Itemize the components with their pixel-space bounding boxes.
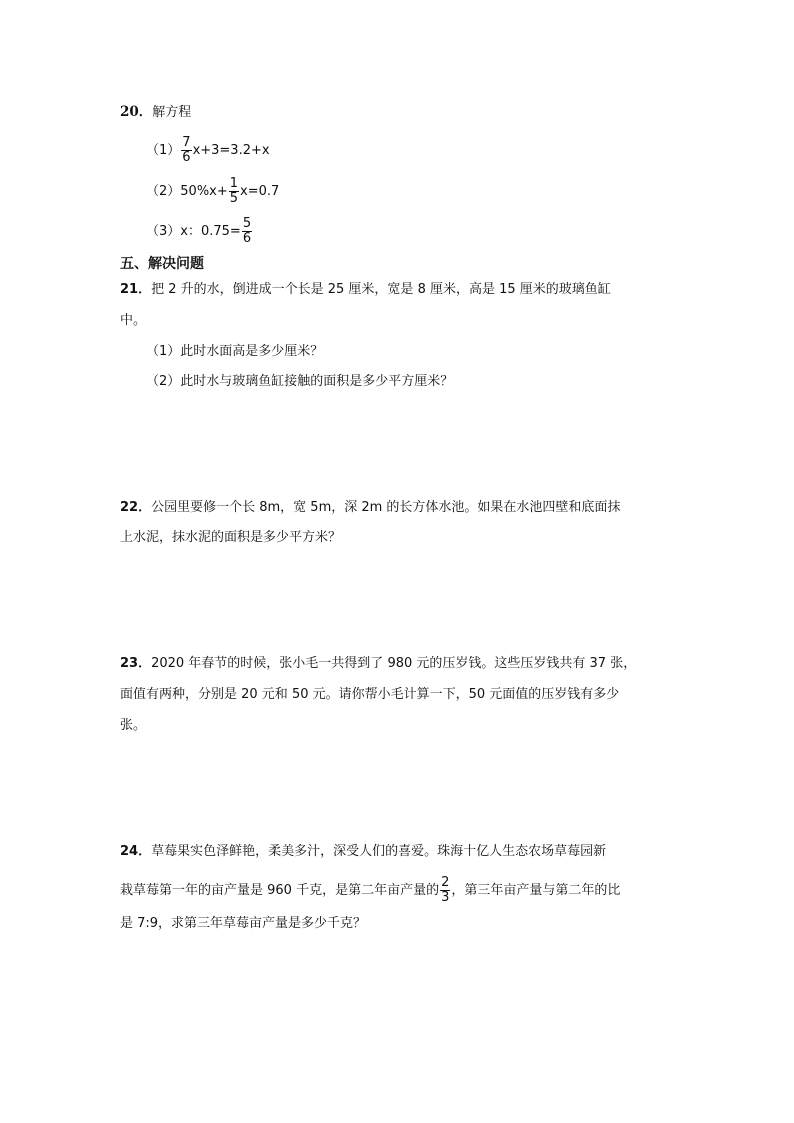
q22-line2: 上水泥，抹水泥的面积是多少平方米？ [120,530,342,545]
q20-part2-equation: x=0.7 [240,184,280,199]
frac-numerator: 1 [229,176,239,191]
q20-part3-label: （3） [146,224,181,239]
q22-number: 22． [120,500,152,515]
q20-part3-pre: x：0.75= [180,224,241,239]
q20-heading [120,102,191,123]
q22-text1: 公园里要修一个长 8m，宽 5m，深 2m 的长方体水池。如果在水池四壁和底面抹 [151,500,621,515]
q21-line2: 中。 [120,313,147,328]
frac-numerator: 7 [182,135,191,150]
q20-part3 [146,217,253,246]
q20-part1-equation: x+3=3.2+x [192,143,270,158]
section-title: 五、解决问题 [120,256,204,272]
q24-text1: 草莓果实色泽鲜艳，柔美多汁，深受人们的喜爱。珠海十亿人生态农场草莓园新 [151,844,607,859]
q20-part2 [146,177,279,206]
q23-line3: 张。 [120,718,147,733]
fraction-2-3 [440,876,450,905]
q20-part2-pre: 50%x+ [180,184,228,199]
q24-text2-post: ，第三年亩产量与第二年的比 [451,883,621,898]
q24-line3: 是 7:9，求第三年草莓亩产量是多少千克？ [120,916,367,931]
q22-line1 [120,498,620,518]
q23-line1 [120,654,636,674]
fraction-5-6 [242,217,252,246]
q21-sub1: （1）此时水面高是多少厘米？ [146,344,324,359]
frac-denominator: 6 [242,231,252,246]
frac-denominator: 5 [229,191,239,206]
frac-denominator: 6 [182,150,191,165]
q21-text1: 把 2 升的水，倒进成一个长是 25 厘米，宽是 8 厘米，高是 15 厘米的玻璃鱼缸 [151,282,611,297]
q20-title: 解方程 [152,105,192,120]
fraction-1-5 [229,177,239,206]
q24-text2-pre: 栽草莓第一年的亩产量是 960 千克，是第二年亩产量的 [120,883,440,898]
q24-line1 [120,842,606,862]
q20-part1-label: （1） [146,143,181,158]
q23-text1: 2020 年春节的时候，张小毛一共得到了 980 元的压岁钱。这些压岁钱共有 37 张， [151,656,637,671]
frac-numerator: 2 [441,875,450,890]
q24-number: 24． [120,844,152,859]
fraction-7-6 [181,136,191,165]
q20-part2-label: （2） [146,184,181,199]
frac-numerator: 5 [242,216,252,231]
q23-number: 23． [120,656,152,671]
q23-line2: 面值有两种，分别是 20 元和 50 元。请你帮小毛计算一下，50 元面值的压岁钱有多少 [120,687,620,702]
q21-number: 21． [120,282,152,297]
q20-number: 20． [120,104,153,120]
q21-line1 [120,280,611,300]
q21-sub2: （2）此时水与玻璃鱼缸接触的面积是多少平方厘米？ [146,374,454,389]
q20-part1 [146,136,270,165]
q24-line2 [120,876,620,905]
frac-denominator: 3 [441,890,450,905]
